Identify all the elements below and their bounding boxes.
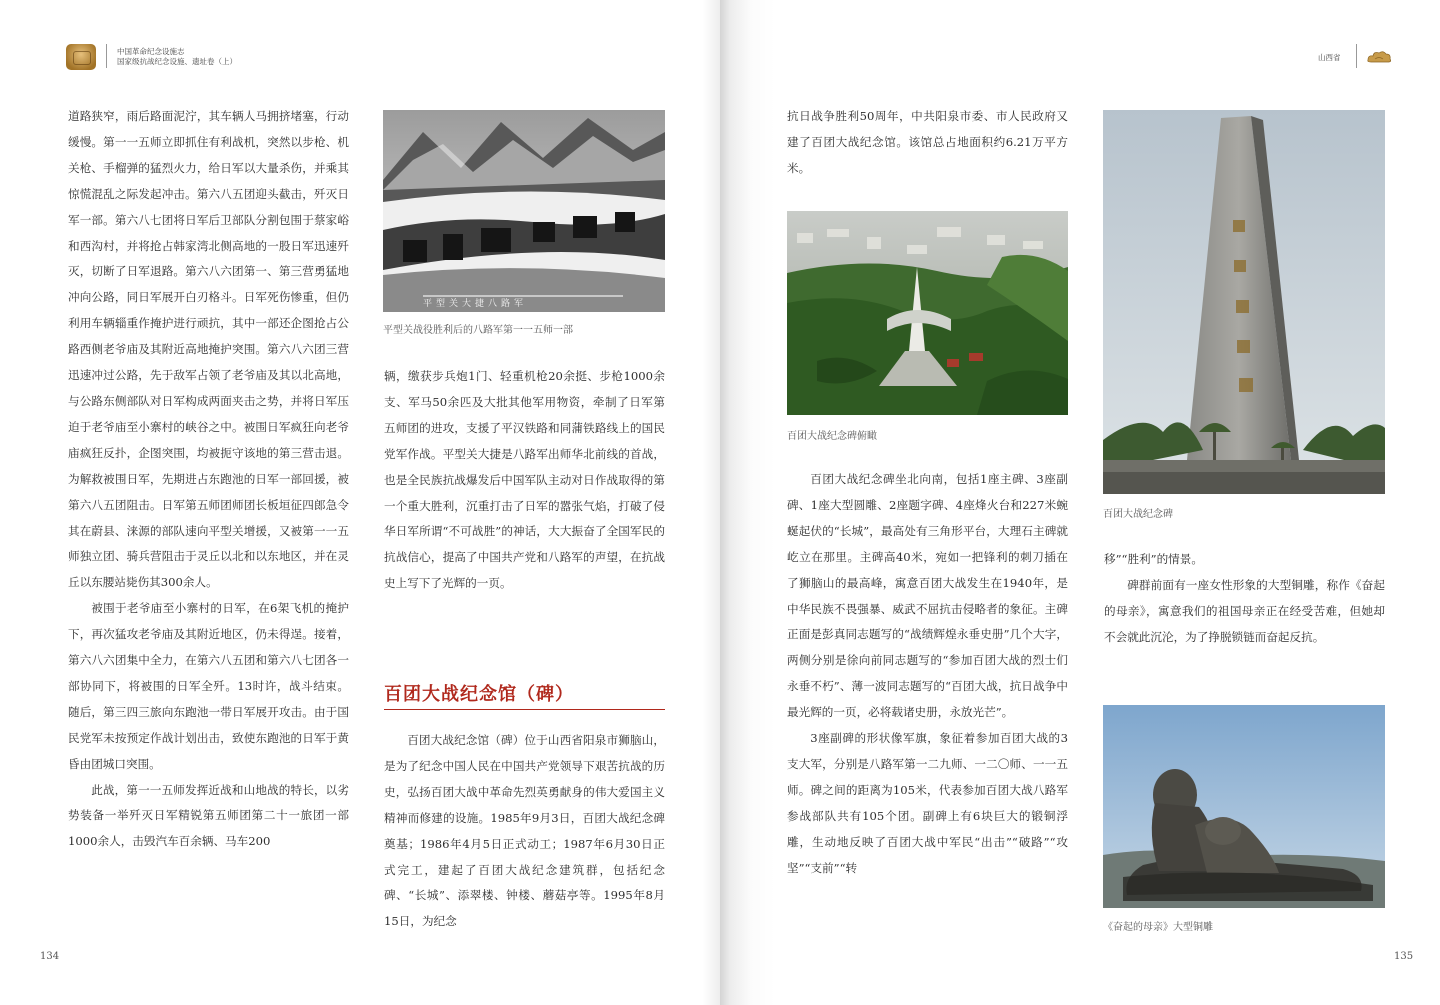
text-column-2-section (384, 728, 665, 935)
paragraph: 百团大战纪念馆（碑）位于山西省阳泉市狮脑山，是为了纪念中国人民在中国共产党领导下艰苦抗战的历史，弘扬百团大战中革命先烈英勇献身的伟大爱国主义精神而修建的设施。1985年9月3日，百团大战纪念碑奠基；1986年4月5日正式动工；1987年6月30日正式完工，建起了百团大战纪念建筑群，包括纪念碑、“长城”、添翠楼、钟楼、蘑菇亭等。1995年8月15日，为纪念 (384, 733, 665, 929)
monument-photo (1103, 110, 1385, 494)
statue-photo (1103, 705, 1385, 908)
text-column-1 (68, 104, 349, 855)
aerial-photo (787, 211, 1068, 415)
province-label: 山西省 (1318, 53, 1341, 62)
text-column-3-continued (787, 467, 1068, 882)
paragraph: 碑群前面有一座女性形象的大型铜雕，称作《奋起的母亲》，寓意我们的祖国母亲正在经受苦难，但她却不会就此沉沦，为了挣脱锁链而奋起反抗。 (1104, 577, 1385, 644)
paragraph: 此战，第一一五师发挥近战和山地战的特长，以劣势装备一举歼灭日军精锐第五师团第二十一旅团一部1000余人，击毁汽车百余辆、马车200 (68, 782, 349, 849)
text-column-4 (1104, 547, 1385, 651)
paragraph: 3座副碑的形状像军旗，象征着参加百团大战的3支大军，分别是八路军第一二九师、一二〇师、一一五师。碑之间的距离为105米，代表参加百团大战八路军参战部队共有105个团。副碑上有6块巨大的锻铜浮雕，生动地反映了百团大战中军民“出击”“破路”“攻坚”“支前”“转 (787, 731, 1068, 875)
section-title: 百团大战纪念馆（碑） (384, 684, 574, 705)
monument-photo-image (1103, 110, 1385, 494)
historical-photo (383, 110, 665, 312)
book-emblem-icon (66, 44, 96, 70)
paragraph: 被围于老爷庙至小寨村的日军，在6架飞机的掩护下，再次猛攻老爷庙及其附近地区，仍未得逞。接着，第六八六团集中全力，在第六八五团和第六八七团各一部协同下，将被围的日军全歼。13时许，战斗结束。随后，第三四三旅向东跑池一带日军展开攻击。由于国民党军未按预定作战计划出击，致使东跑池的日军于黄昏由团城口突围。 (68, 601, 349, 771)
paragraph: 移”“胜利”的情景。 (1104, 552, 1203, 566)
text-column-2 (384, 364, 665, 597)
page-number: 135 (1394, 951, 1414, 962)
photo-inscription: 平型关大捷八路军 (423, 299, 528, 309)
aerial-photo-image (787, 211, 1068, 415)
page-number: 134 (40, 951, 60, 962)
header-divider (1356, 44, 1357, 68)
statue-photo-image (1103, 705, 1385, 908)
volume-title: 国家级抗战纪念设施、遗址卷（上） (117, 57, 237, 66)
paragraph: 百团大战纪念碑坐北向南，包括1座主碑、3座副碑、1座大型圆雕、2座题字碑、4座烽火台和227米蜿蜒起伏的“长城”，最高处有三角形平台，大理石主碑就屹立在那里。主碑高40米，宛如一把锋利的刺刀插在了狮脑山的最高峰，寓意百团大战发生在1940年，是中华民族不畏强暴、威武不屈抗击侵略者的象征。主碑正面是彭真同志题写的“战绩辉煌永垂史册”几个大字，两侧分别是徐向前同志题写的“参加百团大战的烈士们永垂不朽”、薄一波同志题写的“百团大战，抗日战争中最光辉的一页，必将载诸史册，永放光芒”。 (787, 472, 1068, 720)
photo-caption: 百团大战纪念碑 (1103, 509, 1173, 520)
photo-caption: 《奋起的母亲》大型铜雕 (1103, 922, 1213, 933)
cloud-emblem-icon (1366, 50, 1392, 64)
photo-caption: 平型关战役胜利后的八路军第一一五师一部 (383, 325, 573, 336)
header-divider (106, 44, 107, 68)
paragraph: 抗日战争胜利50周年，中共阳泉市委、市人民政府又建了百团大战纪念馆。该馆总占地面积约6.21万平方米。 (787, 109, 1068, 175)
photo-caption: 百团大战纪念碑俯瞰 (787, 431, 877, 442)
running-header (117, 47, 237, 67)
right-page (720, 0, 1440, 1005)
paragraph: 辆，缴获步兵炮1门、轻重机枪20余挺、步枪1000余支、军马50余匹及大批其他军用物资，牵制了日军第五师团的进攻，支援了平汉铁路和同蒲铁路线上的国民党军作战。平型关大捷是八路军出师华北前线的首战，也是全民族抗战爆发后中国军队主动对日作战取得的第一个重大胜利，沉重打击了日军的嚣张气焰，打破了侵华日军所谓“不可战胜”的神话，大大振奋了全国军民的抗战信心，提高了中国共产党和八路军的声望，在抗战史上写下了光辉的一页。 (384, 369, 665, 591)
section-underline (384, 709, 665, 710)
paragraph: 道路狭窄，雨后路面泥泞，其车辆人马拥挤堵塞，行动缓慢。第一一五师立即抓住有利战机，突然以步枪、机关枪、手榴弹的猛烈火力，给日军以大量杀伤，并乘其惊慌混乱之际发起冲击。第六八五团迎头截击，歼灭日军一部。第六八七团将日军后卫部队分割包围于蔡家峪和西沟村，并将抢占韩家湾北侧高地的一股日军迅速歼灭，切断了日军退路。第六八六团第一、第三营勇猛地冲向公路，同日军展开白刃格斗。日军死伤惨重，但仍利用车辆辎重作掩护进行顽抗，其中一部还企图抢占公路西侧老爷庙及其附近高地掩护突围。第六八六团三营迅速冲过公路，先于敌军占领了老爷庙及其以北高地，与公路东侧部队对日军构成两面夹击之势，并将日军压迫于老爷庙至小寨村的峡谷之中。被围日军疯狂向老爷庙疯狂反扑，企图突围，均被扼守该地的第三营击退。为解救被围日军，先期进占东跑池的日军一部回援，被第六八五团阻击。日军第五师团师团长板垣征四郎急令其在蔚县、涞源的部队速向平型关增援，又被第一一五师独立团、骑兵营阻击于灵丘以北和以东地区，并在灵丘以东腰站毙伤其300余人。 (68, 109, 349, 590)
historical-photo-image (383, 110, 665, 312)
text-column-3 (787, 104, 1068, 182)
series-title: 中国革命纪念设施志 (117, 47, 185, 56)
